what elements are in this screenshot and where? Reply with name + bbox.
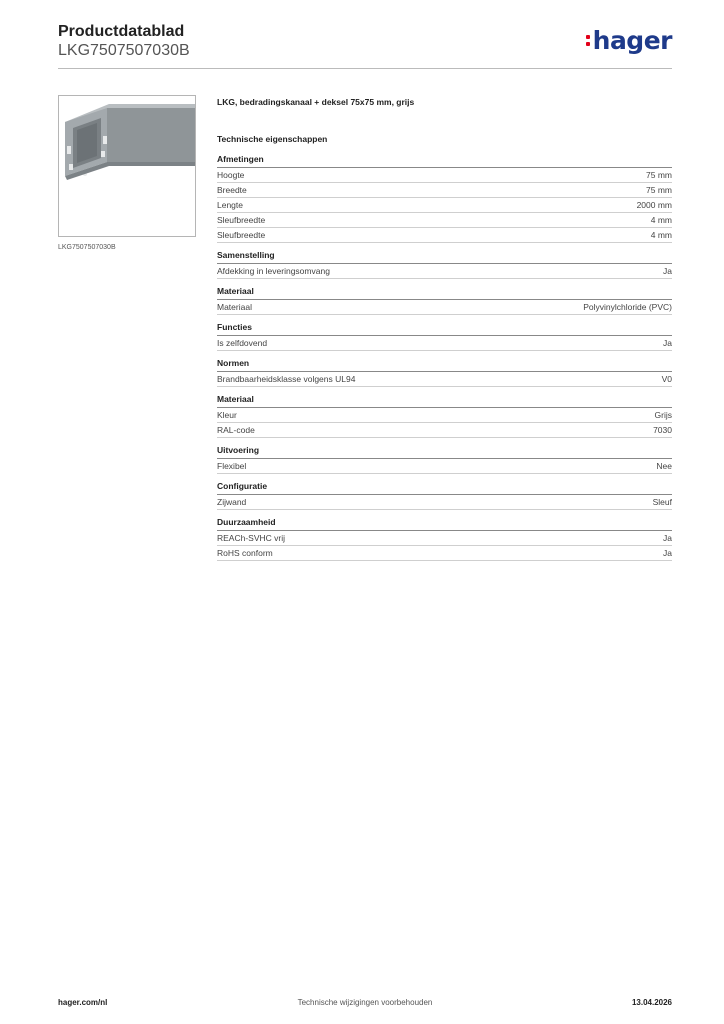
spec-value: 75 mm [646,185,672,195]
spec-value: Ja [663,548,672,558]
spec-label: Kleur [217,410,237,420]
image-caption: LKG7507507030B [58,244,116,251]
spec-label: Zijwand [217,497,247,507]
spec-group-title: Normen [217,358,672,372]
spec-row [217,336,672,351]
spec-row [217,168,672,183]
spec-group-title: Uitvoering [217,445,672,459]
spec-row [217,423,672,438]
footer-date: 13.04.2026 [631,998,672,1007]
spec-group-title: Configuratie [217,481,672,495]
product-name: LKG, bedradingskanaal + deksel 75x75 mm, grijs [217,97,415,107]
footer-website: hager.com/nl [58,998,108,1007]
product-specifications [217,97,672,568]
logo-text: hager [592,25,672,55]
spec-label: RAL-code [217,425,255,435]
spec-label: Breedte [217,185,247,195]
footer-notice: Technische wijzigingen voorbehouden [297,998,433,1007]
page-footer [58,998,672,1012]
spec-row [217,213,672,228]
product-code: LKG7507507030B [58,42,190,59]
spec-label: Sleufbreedte [217,230,266,240]
spec-row [217,198,672,213]
spec-label: RoHS conform [217,548,273,558]
spec-value: 7030 [653,425,672,435]
spec-group [217,250,672,279]
section-title: Technische eigenschappen [217,134,328,144]
header-divider [58,68,672,69]
spec-groups [217,154,672,561]
spec-value: Ja [663,266,672,276]
spec-row [217,495,672,510]
spec-value: Ja [663,533,672,543]
spec-label: Flexibel [217,461,247,471]
document-title: Productdatablad [58,23,185,40]
spec-group [217,322,672,351]
spec-row [217,264,672,279]
spec-label: Brandbaarheidsklasse volgens UL94 [217,374,356,384]
spec-label: REACh-SVHC vrij [217,533,286,543]
spec-row [217,228,672,243]
product-image [58,95,196,237]
spec-value: Nee [656,461,672,471]
spec-group-title: Samenstelling [217,250,672,264]
spec-group [217,286,672,315]
spec-group-title: Afmetingen [217,154,672,168]
spec-group-title: Functies [217,322,672,336]
spec-value: Grijs [654,410,672,420]
spec-row [217,300,672,315]
spec-row [217,183,672,198]
spec-row [217,459,672,474]
spec-value: 4 mm [650,230,672,240]
spec-value: V0 [661,374,672,384]
spec-value: 4 mm [650,215,672,225]
spec-value: Ja [663,338,672,348]
spec-group [217,358,672,387]
spec-label: Hoogte [217,170,245,180]
spec-value: 2000 mm [636,200,672,210]
spec-group [217,445,672,474]
spec-group [217,394,672,438]
spec-label: Sleufbreedte [217,215,266,225]
spec-group-title: Materiaal [217,394,672,408]
spec-label: Materiaal [217,302,252,312]
spec-label: Afdekking in leveringsomvang [217,266,330,276]
spec-label: Lengte [217,200,243,210]
hager-logo [586,26,672,54]
spec-row [217,408,672,423]
spec-group [217,517,672,561]
spec-value: Sleuf [652,497,672,507]
spec-row [217,372,672,387]
spec-row [217,546,672,561]
page-header [58,22,672,68]
spec-group-title: Materiaal [217,286,672,300]
spec-value: Polyvinylchloride (PVC) [583,302,672,312]
cable-duct-icon [59,96,195,236]
spec-label: Is zelfdovend [217,338,268,348]
spec-group [217,154,672,243]
logo-colon-icon [586,32,590,48]
spec-row [217,531,672,546]
spec-value: 75 mm [646,170,672,180]
spec-group [217,481,672,510]
spec-group-title: Duurzaamheid [217,517,672,531]
